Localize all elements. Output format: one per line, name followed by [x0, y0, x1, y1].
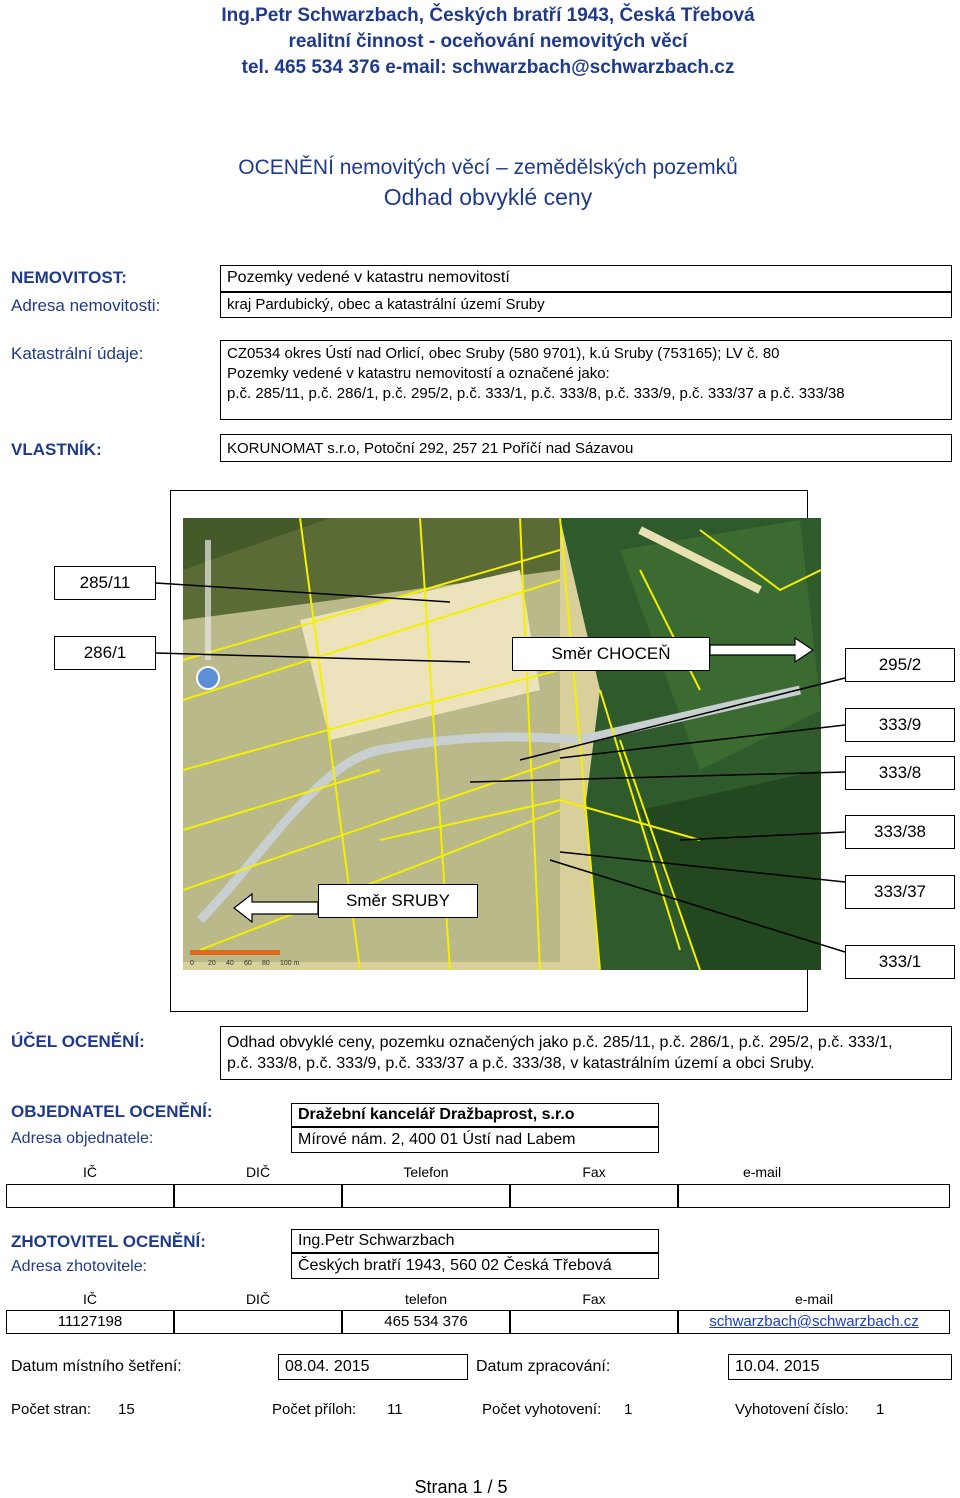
client-fax — [510, 1184, 678, 1208]
header-line-2: realitní činnost - oceňování nemovitých věcí — [288, 31, 688, 52]
contractor-contact-row — [6, 1310, 950, 1334]
property-line-2: kraj Pardubický, obec a katastrální území Sruby — [220, 292, 952, 318]
cadastral-line-2: Pozemky vedené v katastru nemovitostí a označené jako: — [227, 365, 610, 382]
contractor-name: Ing.Petr Schwarzbach — [291, 1229, 659, 1253]
client-col-headers — [6, 1164, 846, 1180]
scale-tick: 60 — [244, 960, 252, 967]
copies-value: 1 — [624, 1401, 633, 1418]
client-name: Dražební kancelář Dražbaprost, s.r.o — [291, 1103, 659, 1127]
client-dic — [174, 1184, 342, 1208]
owner-value: KORUNOMAT s.r.o, Potoční 292, 257 21 Poříčí nad Sázavou — [220, 434, 952, 462]
page-title: OCENĚNÍ nemovitých věcí – zemědělských pozemků — [238, 156, 738, 179]
parcel-callout: 285/11 — [54, 566, 156, 600]
pages-value: 15 — [118, 1401, 135, 1418]
parcel-callout: 295/2 — [845, 648, 955, 682]
scale-tick: 40 — [226, 960, 234, 967]
col-phone: Telefon — [403, 1164, 449, 1180]
client-email — [678, 1184, 950, 1208]
scale-tick: 100 m — [280, 960, 300, 967]
contractor-address-label: Adresa zhotovitele: — [11, 1258, 148, 1275]
col-fax: Fax — [582, 1291, 606, 1307]
purpose-line-1: Odhad obvyklé ceny, pozemku označených jako p.č. 285/11, p.č. 286/1, p.č. 295/2, p.č. 333/1, — [227, 1034, 893, 1051]
contractor-ic: 11127198 — [6, 1310, 174, 1334]
contractor-col-headers — [6, 1291, 950, 1307]
inspection-date: 08.04. 2015 — [278, 1354, 468, 1380]
col-ic: IČ — [83, 1291, 97, 1307]
processing-date: 10.04. 2015 — [728, 1354, 952, 1380]
col-phone: telefon — [404, 1291, 448, 1307]
purpose-box — [220, 1026, 952, 1080]
owner-label: VLASTNÍK: — [11, 440, 102, 459]
purpose-line-2: p.č. 333/8, p.č. 333/9, p.č. 333/37 a p.č. 333/38, v katastrálním území a obci Sruby. — [227, 1055, 815, 1072]
header-line-1: Ing.Petr Schwarzbach, Českých bratří 1943, Česká Třebová — [221, 5, 755, 26]
copy-number-value: 1 — [876, 1401, 885, 1418]
client-phone — [342, 1184, 510, 1208]
contractor-fax — [510, 1310, 678, 1334]
attachments-value: 11 — [387, 1401, 403, 1418]
contractor-label: ZHOTOVITEL OCENĚNÍ: — [11, 1232, 206, 1251]
contractor-address: Českých bratří 1943, 560 02 Česká Třebová — [291, 1253, 659, 1279]
cadastral-line-3: p.č. 285/11, p.č. 286/1, p.č. 295/2, p.č. 333/1, p.č. 333/8, p.č. 333/9, p.č. 333/37 a p.č. 333/38 — [227, 385, 845, 402]
property-label: NEMOVITOST: — [11, 268, 127, 287]
parcel-callout: 333/38 — [845, 815, 955, 849]
client-ic — [6, 1184, 174, 1208]
parcel-callout: 286/1 — [54, 636, 156, 670]
client-address: Mírové nám. 2, 400 01 Ústí nad Labem — [291, 1127, 659, 1153]
inspection-date-label: Datum místního šetření: — [11, 1358, 182, 1375]
header-line-3: tel. 465 534 376 e-mail: schwarzbach@schwarzbach.cz — [241, 57, 735, 78]
col-dic: DIČ — [245, 1291, 271, 1307]
copy-number-label: Vyhotovení číslo: — [735, 1401, 849, 1418]
attachments-label: Počet příloh: — [272, 1401, 357, 1418]
parcel-callout: 333/9 — [845, 708, 955, 742]
copies-label: Počet vyhotovení: — [482, 1401, 602, 1418]
client-contact-row — [6, 1184, 950, 1208]
property-address-label: Adresa nemovitosti: — [11, 296, 161, 315]
contractor-phone: 465 534 376 — [342, 1310, 510, 1334]
direction-choceň: Směr CHOCEŇ — [512, 637, 710, 671]
scale-tick: 0 — [190, 960, 194, 967]
purpose-label: ÚČEL OCENĚNÍ: — [11, 1032, 145, 1051]
col-ic: IČ — [83, 1164, 97, 1180]
cadastral-line-1: CZ0534 okres Ústí nad Orlicí, obec Sruby (580 9701), k.ú Sruby (753165); LV č. 80 — [227, 345, 780, 362]
page-subtitle: Odhad obvyklé ceny — [383, 184, 593, 210]
cadastral-label: Katastrální údaje: — [11, 344, 144, 363]
page-number: Strana 1 / 5 — [414, 1477, 508, 1497]
processing-date-label: Datum zpracování: — [476, 1358, 611, 1375]
pages-label: Počet stran: — [11, 1401, 92, 1418]
property-line-1: Pozemky vedené v katastru nemovitostí — [220, 265, 952, 292]
col-email: e-mail — [794, 1291, 834, 1307]
contractor-email-link[interactable]: schwarzbach@schwarzbach.cz — [678, 1310, 950, 1334]
contractor-dic — [174, 1310, 342, 1334]
parcel-callout: 333/8 — [845, 756, 955, 790]
client-address-label: Adresa objednatele: — [11, 1130, 154, 1147]
direction-sruby: Směr SRUBY — [318, 884, 478, 918]
scale-tick: 80 — [262, 960, 270, 967]
col-email: e-mail — [742, 1164, 782, 1180]
col-dic: DIČ — [245, 1164, 271, 1180]
cadastral-box — [220, 340, 952, 420]
scale-tick: 20 — [208, 960, 216, 967]
col-fax: Fax — [582, 1164, 606, 1180]
parcel-callout: 333/1 — [845, 945, 955, 979]
client-label: OBJEDNATEL OCENĚNÍ: — [11, 1102, 213, 1121]
parcel-callout: 333/37 — [845, 875, 955, 909]
